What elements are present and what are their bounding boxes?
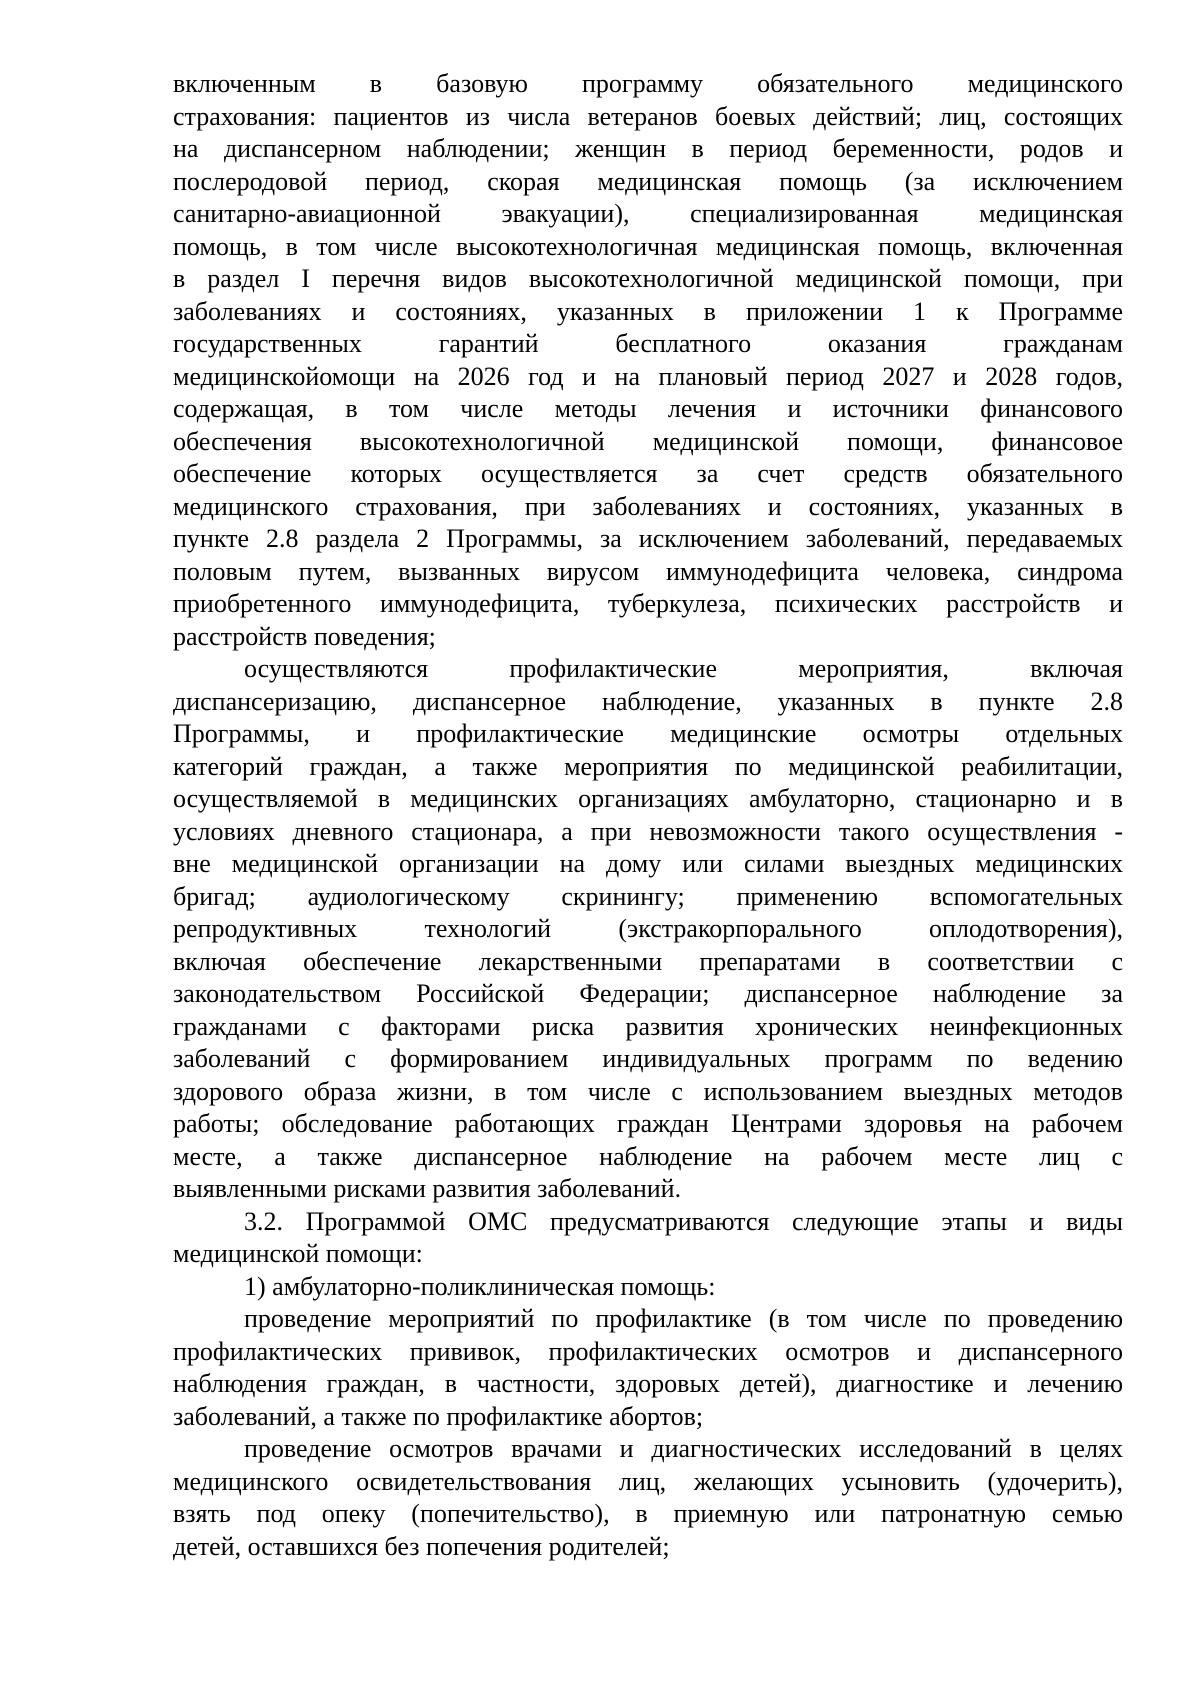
- text-line: санитарно-авиационной эвакуации), специализированная медицинская: [173, 199, 1123, 228]
- text-line: медицинского освидетельствования лиц, желающих усыновить (удочерить),: [173, 1466, 1123, 1496]
- text-line: законодательством Российской Федерации; диспансерное наблюдение за: [173, 979, 1123, 1008]
- text-line: обеспечения высокотехнологичной медицинской помощи, финансовое: [173, 426, 1123, 456]
- text-line: послеродовой период, скорая медицинская помощь (за исключением: [173, 166, 1123, 196]
- text-line: диспансеризацию, диспансерное наблюдение, указанных в пункте 2.8: [173, 686, 1123, 716]
- text-line: пункте 2.8 раздела 2 Программы, за исключением заболеваний, передаваемых: [173, 524, 1123, 553]
- text-line: гражданами с факторами риска развития хронических неинфекционных: [173, 1011, 1123, 1041]
- paragraph: [173, 1433, 1123, 1563]
- text-line: вне медицинской организации на дому или силами выездных медицинских: [173, 849, 1123, 878]
- paragraph: [173, 1206, 1123, 1271]
- text-line: государственных гарантий бесплатного оказания гражданам: [173, 329, 1123, 358]
- text-line: обеспечение которых осуществляется за счет средств обязательного: [173, 459, 1123, 488]
- text-line: выявленными рисками развития заболеваний.: [173, 1174, 682, 1203]
- paragraph: [173, 1303, 1123, 1433]
- paragraph: [173, 1271, 1123, 1304]
- text-line: 3.2. Программой ОМС предусматриваются следующие этапы и виды: [244, 1206, 1123, 1236]
- text-line: бригад; аудиологическому скринингу; применению вспомогательных: [173, 881, 1123, 911]
- text-line: на диспансерном наблюдении; женщин в период беременности, родов и: [173, 134, 1123, 163]
- text-line: помощь, в том числе высокотехнологичная медицинская помощь, включенная: [173, 231, 1123, 261]
- text-line: приобретенного иммунодефицита, туберкулеза, психических расстройств и: [173, 589, 1123, 618]
- text-line: работы; обследование работающих граждан Центрами здоровья на рабочем: [173, 1109, 1123, 1138]
- paragraph: [173, 653, 1123, 1206]
- text-line: медицинской помощи:: [173, 1239, 423, 1268]
- text-line: здорового образа жизни, в том числе с использованием выездных методов: [173, 1076, 1123, 1106]
- text-line: медицинскойомощи на 2026 год и на плановый период 2027 и 2028 годов,: [173, 361, 1123, 391]
- text-line: медицинского страхования, при заболеваниях и состояниях, указанных в: [173, 491, 1123, 521]
- text-line: осуществляемой в медицинских организациях амбулаторно, стационарно и в: [173, 784, 1123, 813]
- text-line: взять под опеку (попечительство), в приемную или патронатную семью: [173, 1499, 1123, 1528]
- text-line: заболеваний с формированием индивидуальных программ по ведению: [173, 1044, 1123, 1073]
- text-line: проведение осмотров врачами и диагностических исследований в целях: [244, 1434, 1123, 1463]
- document-body: [173, 68, 1123, 1563]
- text-line: содержащая, в том числе методы лечения и источники финансового: [173, 394, 1123, 423]
- text-line: заболеваний, а также по профилактике абортов;: [173, 1401, 704, 1431]
- text-line: половым путем, вызванных вирусом иммунодефицита человека, синдрома: [173, 556, 1123, 586]
- text-line: репродуктивных технологий (экстракорпорального оплодотворения),: [173, 914, 1123, 943]
- text-line: расстройств поведения;: [173, 621, 436, 651]
- paragraph: [173, 68, 1123, 653]
- text-line: условиях дневного стационара, а при невозможности такого осуществления -: [173, 816, 1123, 846]
- text-line: включенным в базовую программу обязательного медицинского: [173, 69, 1123, 98]
- text-line: месте, а также диспансерное наблюдение на рабочем месте лиц с: [173, 1141, 1123, 1171]
- text-line: заболеваниях и состояниях, указанных в приложении 1 к Программе: [173, 296, 1123, 326]
- text-line: детей, оставшихся без попечения родителей;: [173, 1531, 670, 1561]
- text-line: включая обеспечение лекарственными препаратами в соответствии с: [173, 946, 1123, 976]
- text-line: категорий граждан, а также мероприятия по медицинской реабилитации,: [173, 751, 1123, 781]
- text-line: 1) амбулаторно-поликлиническая помощь:: [244, 1271, 716, 1301]
- text-line: наблюдения граждан, в частности, здоровых детей), диагностике и лечению: [173, 1369, 1123, 1398]
- text-line: осуществляются профилактические мероприятия, включая: [244, 654, 1123, 683]
- text-line: профилактических прививок, профилактических осмотров и диспансерного: [173, 1336, 1123, 1366]
- text-line: Программы, и профилактические медицинские осмотры отдельных: [173, 719, 1123, 748]
- text-line: в раздел I перечня видов высокотехнологичной медицинской помощи, при: [173, 264, 1123, 293]
- text-line: проведение мероприятий по профилактике (в том числе по проведению: [244, 1304, 1123, 1333]
- text-line: страхования: пациентов из числа ветеранов боевых действий; лиц, состоящих: [173, 101, 1123, 131]
